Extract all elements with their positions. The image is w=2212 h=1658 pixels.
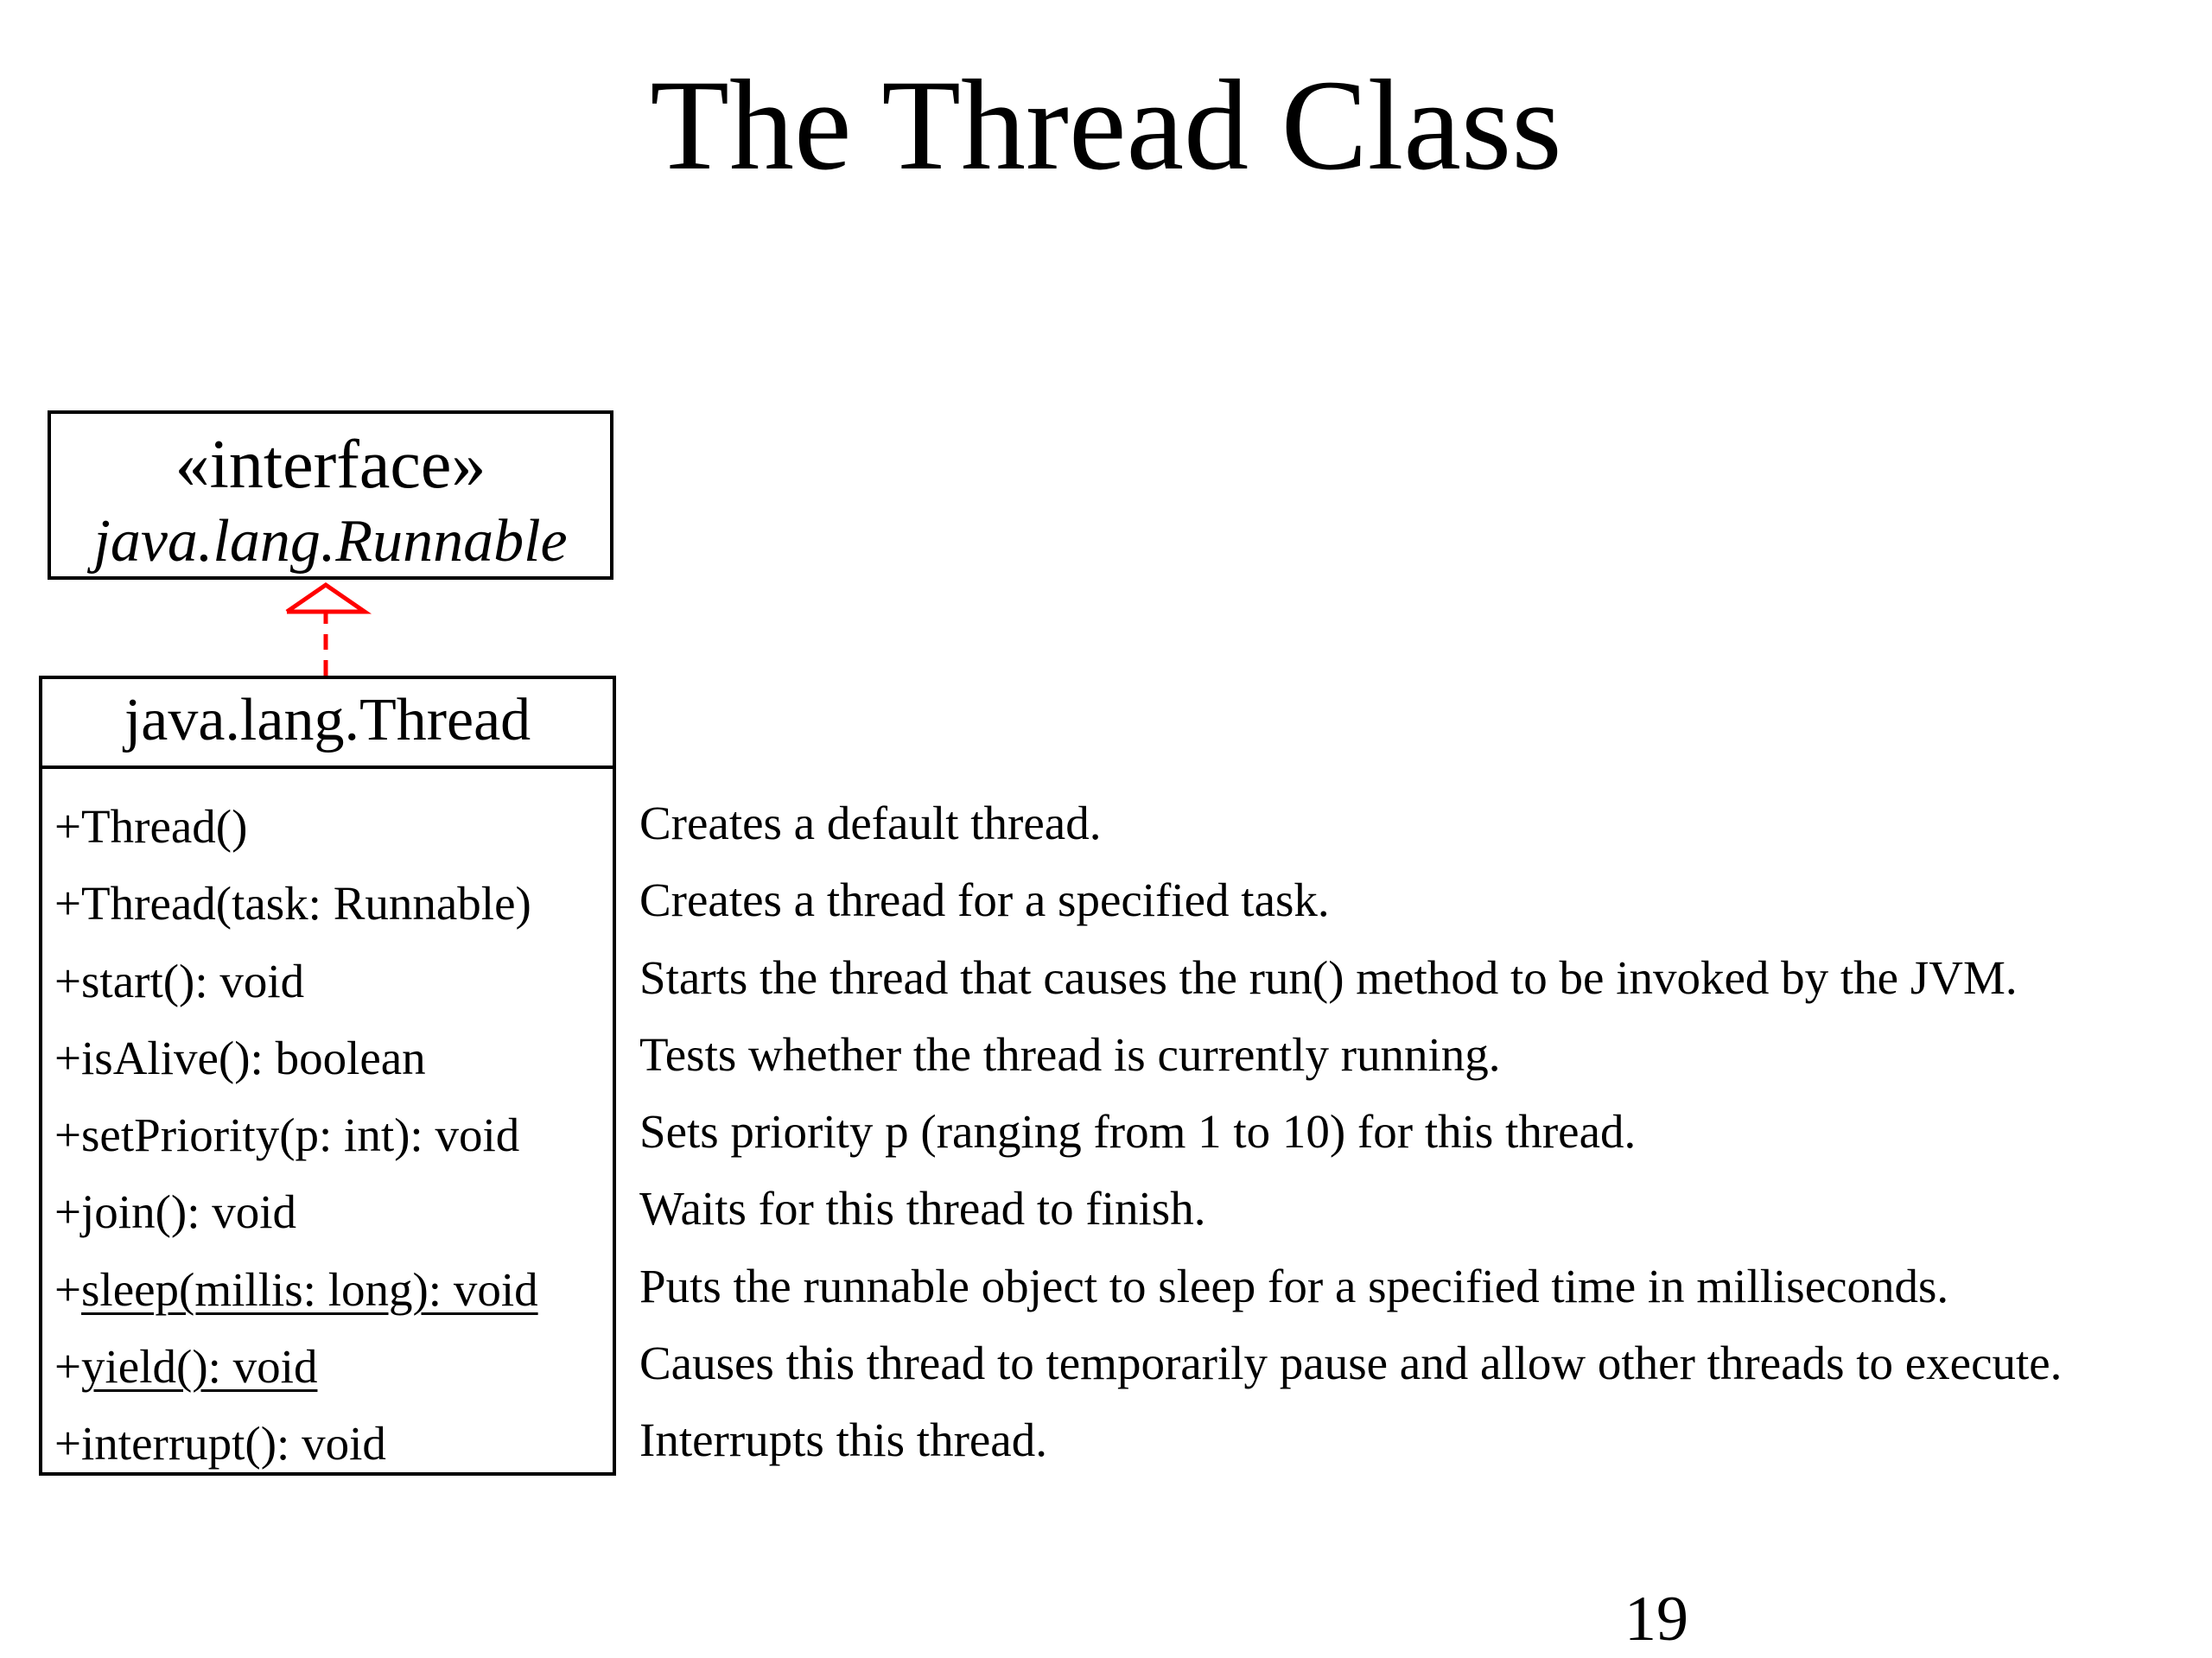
method-signature: join(): void [81, 1185, 297, 1239]
method-signature: Thread() [81, 800, 248, 853]
method-row [54, 1028, 613, 1105]
method-signature: interrupt(): void [81, 1417, 386, 1471]
method-description: Waits for this thread to finish. [639, 1182, 1206, 1236]
method-signature: setPriority(p: int): void [81, 1109, 520, 1162]
method-description: Sets priority p (ranging from 1 to 10) for this thread. [639, 1105, 1637, 1159]
description-list [639, 793, 2062, 1488]
method-visibility: + [54, 1031, 82, 1084]
interface-name: java.lang.Runnable [93, 508, 568, 575]
method-list [54, 797, 613, 1491]
method-visibility: + [54, 1340, 82, 1394]
method-row [54, 1182, 613, 1259]
method-description: Creates a thread for a specified task. [639, 873, 1330, 927]
thread-class-box [39, 676, 616, 1476]
method-signature: sleep(millis: long): void [81, 1262, 538, 1316]
runnable-interface-box [48, 410, 613, 580]
method-signature: Thread(task: Runnable) [81, 877, 531, 931]
class-name: java.lang.Thread [42, 679, 613, 769]
page-number: 19 [1624, 1584, 1688, 1655]
method-row [54, 951, 613, 1028]
method-description: Interrupts this thread. [639, 1413, 1047, 1467]
method-visibility: + [54, 800, 82, 853]
method-visibility: + [54, 1109, 82, 1162]
method-signature: start(): void [81, 954, 305, 1007]
method-row [54, 1260, 613, 1337]
method-description: Puts the runnable object to sleep for a specified time in milliseconds. [639, 1259, 1949, 1312]
method-signature: yield(): void [81, 1340, 318, 1394]
method-visibility: + [54, 1185, 82, 1239]
method-row [54, 873, 613, 950]
method-visibility: + [54, 1417, 82, 1471]
method-visibility: + [54, 877, 82, 931]
slide-title: The Thread Class [650, 54, 1562, 197]
method-visibility: + [54, 1262, 82, 1316]
method-description: Creates a default thread. [639, 797, 1102, 849]
method-visibility: + [54, 954, 82, 1007]
method-row [54, 797, 613, 873]
interface-stereotype: «interface» [175, 427, 486, 503]
method-description: Tests whether the thread is currently running. [639, 1027, 1501, 1081]
method-row [54, 1337, 613, 1413]
method-row [54, 1413, 613, 1490]
method-signature: isAlive(): boolean [81, 1031, 426, 1084]
method-description: Causes this thread to temporarily pause and allow other threads to execute. [639, 1337, 2063, 1390]
implements-arrowhead [287, 585, 365, 612]
method-row [54, 1105, 613, 1182]
method-description: Starts the thread that causes the run() method to be invoked by the JVM. [639, 950, 2018, 1004]
